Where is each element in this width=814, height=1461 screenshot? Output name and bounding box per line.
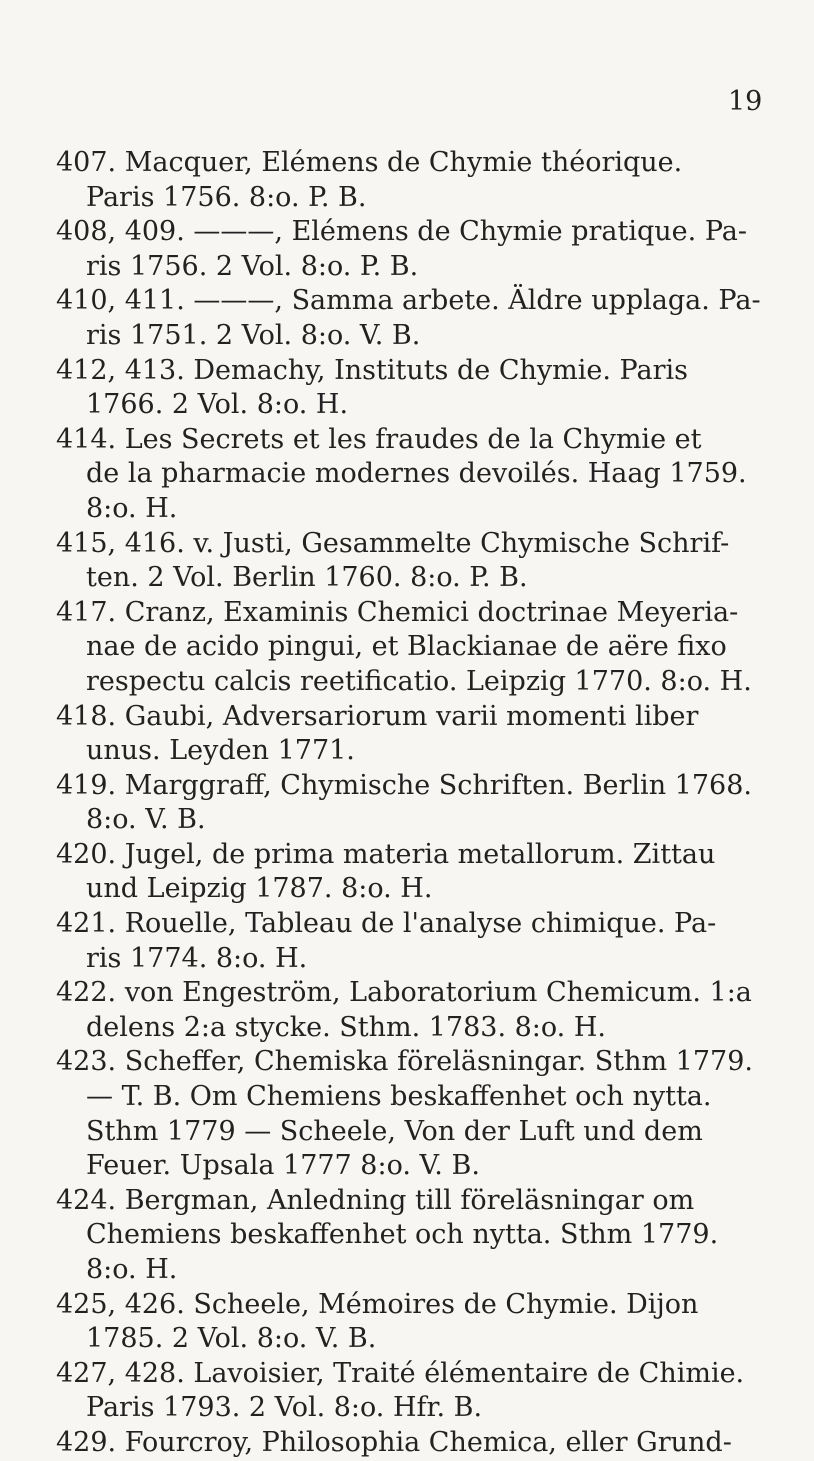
entry-line: Chemiens beskaffenhet och nytta. Sthm 1779. [86,1219,719,1251]
entry-line: 408, 409. ———, Elémens de Chymie pratique. Pa- [56,216,748,248]
entry-line: 1785. 2 Vol. 8:o. V. B. [86,1323,377,1355]
entry-line: respectu calcis reetificatio. Leipzig 1770. 8:o. H. [86,665,752,697]
page-number: 19 [728,86,763,117]
bibliography-entry [56,596,756,700]
entry-line: 410, 411. ———, Samma arbete. Äldre upplaga. Pa- [56,285,761,317]
entry-line: ris 1774. 8:o. H. [86,942,308,974]
entry-line: 418. Gaubi, Adversariorum varii momenti liber [56,700,699,732]
bibliography-entry [56,838,756,907]
bibliography-entry [56,527,756,596]
entry-line: 423. Scheffer, Chemiska föreläsningar. Sthm 1779. [56,1046,753,1078]
entry-line: 1766. 2 Vol. 8:o. H. [86,389,349,421]
entry-line: 417. Cranz, Examinis Chemici doctrinae Meyeria- [56,596,739,628]
bibliography-entry [56,1426,756,1461]
entry-line: ris 1751. 2 Vol. 8:o. V. B. [86,319,421,351]
bibliography-entry [56,700,756,769]
entry-line: 412, 413. Demachy, Instituts de Chymie. Paris [56,354,688,386]
entry-line: 424. Bergman, Anledning till föreläsningar om [56,1184,695,1216]
bibliography-entry [56,423,756,527]
bibliography-entry [56,769,756,838]
bibliography-entry [56,215,756,284]
bibliography-entry [56,1288,756,1357]
bibliography-entry [56,1184,756,1288]
entry-line: 8:o. H. [86,1254,178,1285]
entry-line: — T. B. Om Chemiens beskaffenhet och nytta. [86,1081,712,1113]
entry-line: ten. 2 Vol. Berlin 1760. 8:o. P. B. [86,562,528,594]
entry-line: ris 1756. 2 Vol. 8:o. P. B. [86,250,419,282]
entry-line: unus. Leyden 1771. [86,735,355,767]
entry-line: 427, 428. Lavoisier, Traité élémentaire de Chimie. [56,1357,745,1389]
entry-line: Paris 1756. 8:o. P. B. [86,181,367,213]
entry-line: Paris 1793. 2 Vol. 8:o. Hfr. B. [86,1392,483,1424]
bibliography-entry [56,354,756,423]
bibliography-entry [56,1045,756,1183]
entry-line: 429. Fourcroy, Philosophia Chemica, eller Grund- [56,1426,732,1458]
entry-line: 8:o. H. [86,492,178,524]
entry-line: 8:o. V. B. [86,804,206,836]
entry-line: delens 2:a stycke. Sthm. 1783. 8:o. H. [86,1011,606,1043]
bibliography-entry [56,284,761,353]
entry-line: Sthm 1779 — Scheele, Von der Luft und dem [86,1115,703,1147]
bibliography-list [56,146,761,1461]
entry-line: 419. Marggraff, Chymische Schriften. Berlin 1768. [56,769,752,801]
entry-line: 415, 416. v. Justi, Gesammelte Chymische Schrif- [56,527,730,559]
bibliography-entry [56,907,756,976]
entry-line: und Leipzig 1787. 8:o. H. [86,873,433,905]
entry-line: Feuer. Upsala 1777 8:o. V. B. [86,1150,480,1182]
entry-line: 422. von Engeström, Laboratorium Chemicum. 1:a [56,977,752,1009]
entry-line: de la pharmacie modernes devoilés. Haag 1759. [86,458,747,490]
entry-line: 407. Macquer, Elémens de Chymie théorique. [56,147,683,178]
entry-line: 421. Rouelle, Tableau de l'analyse chimique. Pa- [56,908,717,940]
bibliography-entry [56,976,756,1045]
bibliography-entry [56,146,756,215]
entry-line: nae de acido pingui, et Blackianae de aëre fixo [86,631,727,663]
entry-line: 414. Les Secrets et les fraudes de la Chymie et [56,423,702,455]
entry-line: 425, 426. Scheele, Mémoires de Chymie. Dijon [56,1288,699,1320]
entry-line: 420. Jugel, de prima materia metallorum. Zittau [56,838,716,870]
bibliography-entry [56,1357,756,1426]
